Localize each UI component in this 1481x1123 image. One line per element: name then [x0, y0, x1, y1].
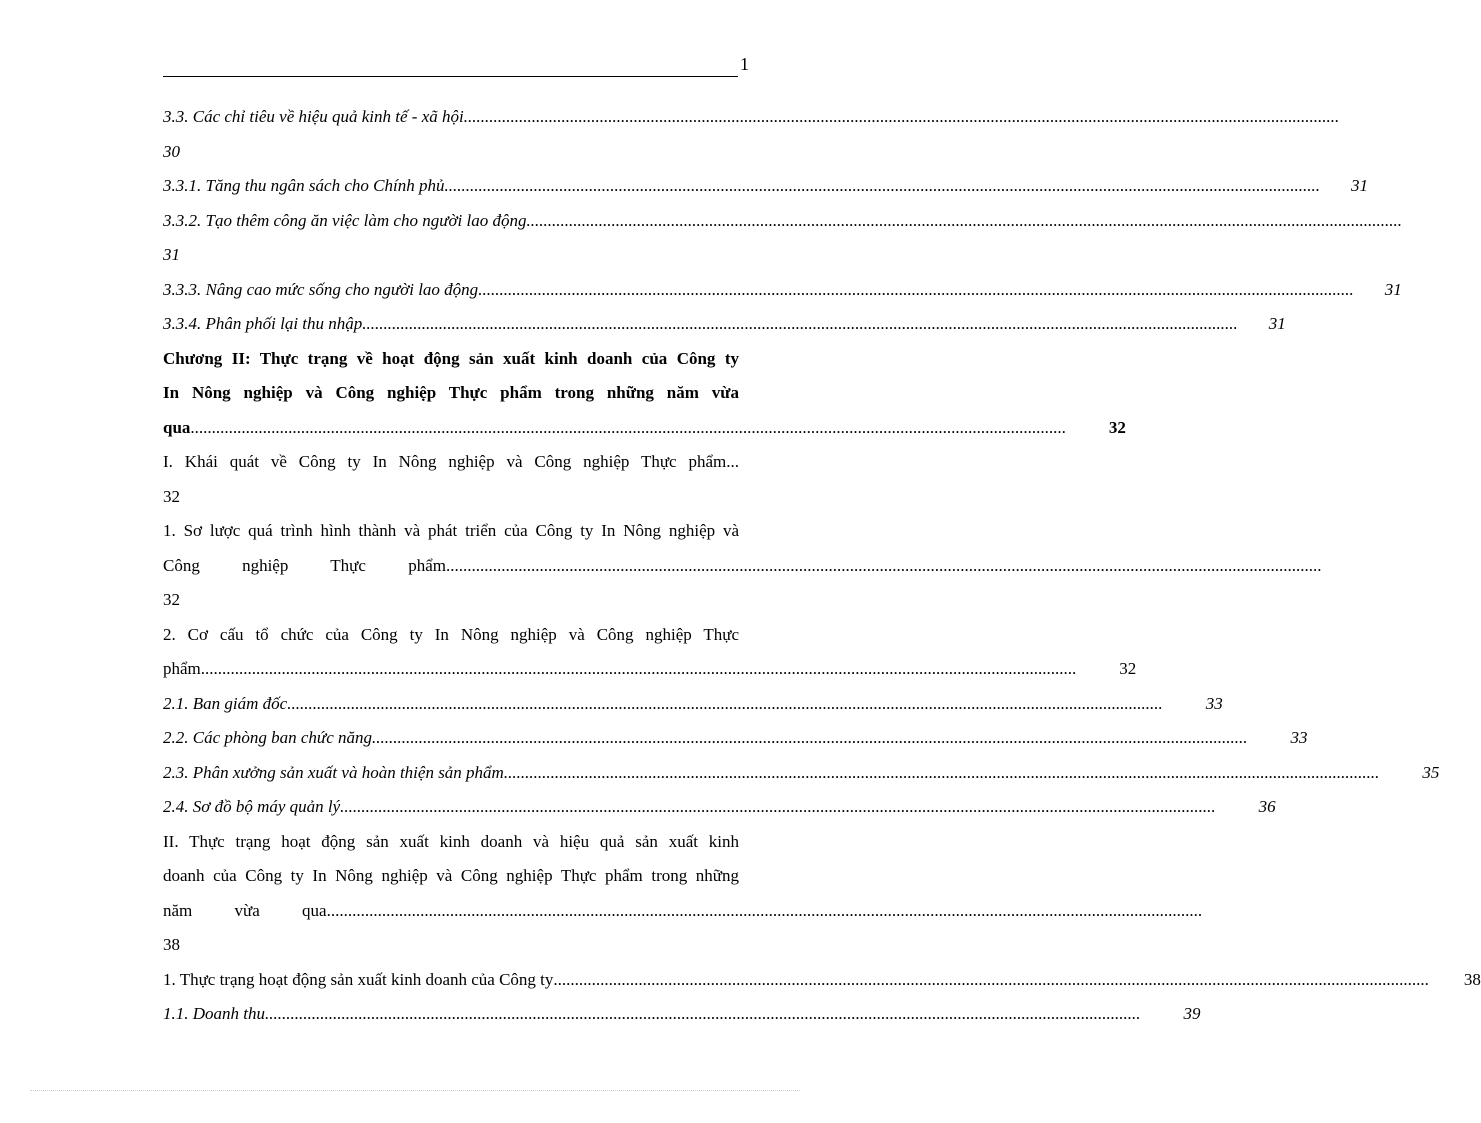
toc-entry-3-3-3[interactable]: [163, 273, 1402, 308]
table-of-contents: [163, 100, 1481, 1032]
toc-entry-page: 38: [1463, 969, 1481, 989]
toc-entry-page: 30: [163, 141, 180, 161]
toc-section-2-line-2[interactable]: doanh của Công ty In Nông nghiệp và Công nghiệp Thực phẩm trong những: [163, 866, 739, 885]
toc-leader-dots: ..............................................................................................................................................................................................................: [526, 210, 1402, 230]
toc-leader-dots: ..............................................................................................................................................................................................................: [340, 797, 1216, 816]
toc-entry-2-2[interactable]: [163, 721, 1308, 756]
toc-chapter-2-line-2[interactable]: In Nông nghiệp và Công nghiệp Thực phẩm trong những năm vừa: [163, 383, 739, 402]
toc-leader-dots: ..............................................................................................................................................................................................................: [287, 693, 1163, 713]
toc-entry-3-3-4[interactable]: [163, 307, 1286, 342]
toc-item-2-line-2[interactable]: [163, 652, 1137, 687]
toc-entry-text: Công nghiệp Thực phẩm: [163, 555, 446, 575]
toc-leader-dots: ..............................................................................................................................................................................................................: [190, 417, 1066, 437]
toc-section-2-line-3[interactable]: [163, 894, 1203, 929]
toc-entry-page: 35: [1422, 762, 1440, 782]
toc-entry-page: 31: [1268, 314, 1286, 333]
toc-entry-text: 2.1. Ban giám đốc: [163, 693, 288, 713]
toc-entry-page: 33: [1205, 693, 1223, 713]
toc-leader-dots: ..............................................................................................................................................................................................................: [326, 900, 1203, 920]
toc-leader-dots: ..............................................................................................................................................................................................................: [362, 314, 1238, 333]
toc-leader-dots: ..............................................................................................................................................................................................................: [478, 279, 1354, 299]
toc-entry-page: 38: [163, 935, 180, 954]
toc-entry-text: năm vừa qua: [163, 900, 327, 920]
toc-entry-text: phẩm: [163, 659, 201, 678]
toc-leader-dots: ..............................................................................................................................................................................................................: [200, 659, 1077, 678]
toc-item-2-line-1[interactable]: 2. Cơ cấu tổ chức của Công ty In Nông nghiệp và Công nghiệp Thực: [163, 624, 739, 644]
toc-entry-text: 3.3.3. Nâng cao mức sống cho người lao động: [163, 279, 479, 299]
header-rule: [163, 76, 738, 77]
toc-entry-2-4[interactable]: [163, 790, 1276, 825]
toc-entry-text: 3.3. Các chỉ tiêu về hiệu quả kinh tế - xã hội: [163, 107, 464, 126]
toc-leader-dots: ..............................................................................................................................................................................................................: [463, 107, 1340, 126]
toc-entry-page: 32: [163, 486, 180, 506]
toc-entry-page: 31: [1384, 279, 1402, 299]
toc-entry-2-3[interactable]: [163, 756, 1440, 791]
toc-entry-text: qua: [163, 417, 191, 437]
toc-chapter-2-line-1[interactable]: Chương II: Thực trạng về hoạt động sản xuất kinh doanh của Công ty: [163, 348, 739, 368]
toc-leader-dots: ..............................................................................................................................................................................................................: [265, 1004, 1141, 1023]
toc-leader-dots: ..............................................................................................................................................................................................................: [553, 969, 1429, 989]
toc-entry-page: 31: [163, 245, 180, 264]
toc-entry-text: 3.3.4. Phân phối lại thu nhập: [163, 314, 363, 333]
toc-entry-3-3[interactable]: [163, 100, 1340, 135]
toc-entry-3-3-2[interactable]: [163, 204, 1402, 239]
toc-entry-text: 1.1. Doanh thu: [163, 1004, 265, 1023]
toc-leader-dots: ..............................................................................................................................................................................................................: [372, 728, 1248, 747]
toc-item-1-line-2[interactable]: [163, 549, 1322, 584]
toc-entry-text: 3.3.1. Tăng thu ngân sách cho Chính phủ: [163, 176, 445, 195]
toc-entry-text: 1. Thực trạng hoạt động sản xuất kinh doanh của Công ty: [163, 969, 554, 989]
toc-entry-2-1[interactable]: [163, 687, 1223, 722]
toc-leader-dots: ..............................................................................................................................................................................................................: [444, 176, 1320, 195]
toc-entry-1-1[interactable]: [163, 997, 1201, 1032]
toc-entry-page: 32: [163, 590, 180, 609]
toc-entry-page: 32: [1108, 417, 1126, 437]
toc-entry-text: 2.4. Sơ đồ bộ máy quản lý: [163, 797, 341, 816]
toc-item-ii-1[interactable]: [163, 963, 1481, 998]
toc-section-2-line-1[interactable]: II. Thực trạng hoạt động sản xuất kinh doanh và hiệu quả sản xuất kinh: [163, 831, 739, 851]
toc-entry-page: 33: [1290, 728, 1308, 747]
toc-entry-page: 36: [1258, 797, 1276, 816]
page-number: 1: [740, 54, 749, 74]
toc-entry-text: 2.3. Phân xưởng sản xuất và hoàn thiện sản phẩm: [163, 762, 504, 782]
toc-chapter-2-line-3[interactable]: [163, 411, 1126, 446]
toc-entry-page: 31: [1350, 176, 1368, 195]
toc-section-1[interactable]: I. Khái quát về Công ty In Nông nghiệp và Công nghiệp Thực phẩm...: [163, 452, 739, 471]
toc-item-1-line-1[interactable]: 1. Sơ lược quá trình hình thành và phát triển của Công ty In Nông nghiệp và: [163, 521, 739, 540]
toc-entry-text: 3.3.2. Tạo thêm công ăn việc làm cho người lao động: [163, 210, 527, 230]
toc-entry-page: 39: [1183, 1004, 1201, 1023]
toc-leader-dots: ..............................................................................................................................................................................................................: [503, 762, 1380, 782]
toc-entry-3-3-1[interactable]: [163, 169, 1368, 204]
footer-rule: [30, 1090, 800, 1091]
toc-entry-text: 2.2. Các phòng ban chức năng: [163, 728, 372, 747]
toc-leader-dots: ..............................................................................................................................................................................................................: [445, 555, 1322, 575]
toc-entry-page: 32: [1119, 659, 1137, 678]
